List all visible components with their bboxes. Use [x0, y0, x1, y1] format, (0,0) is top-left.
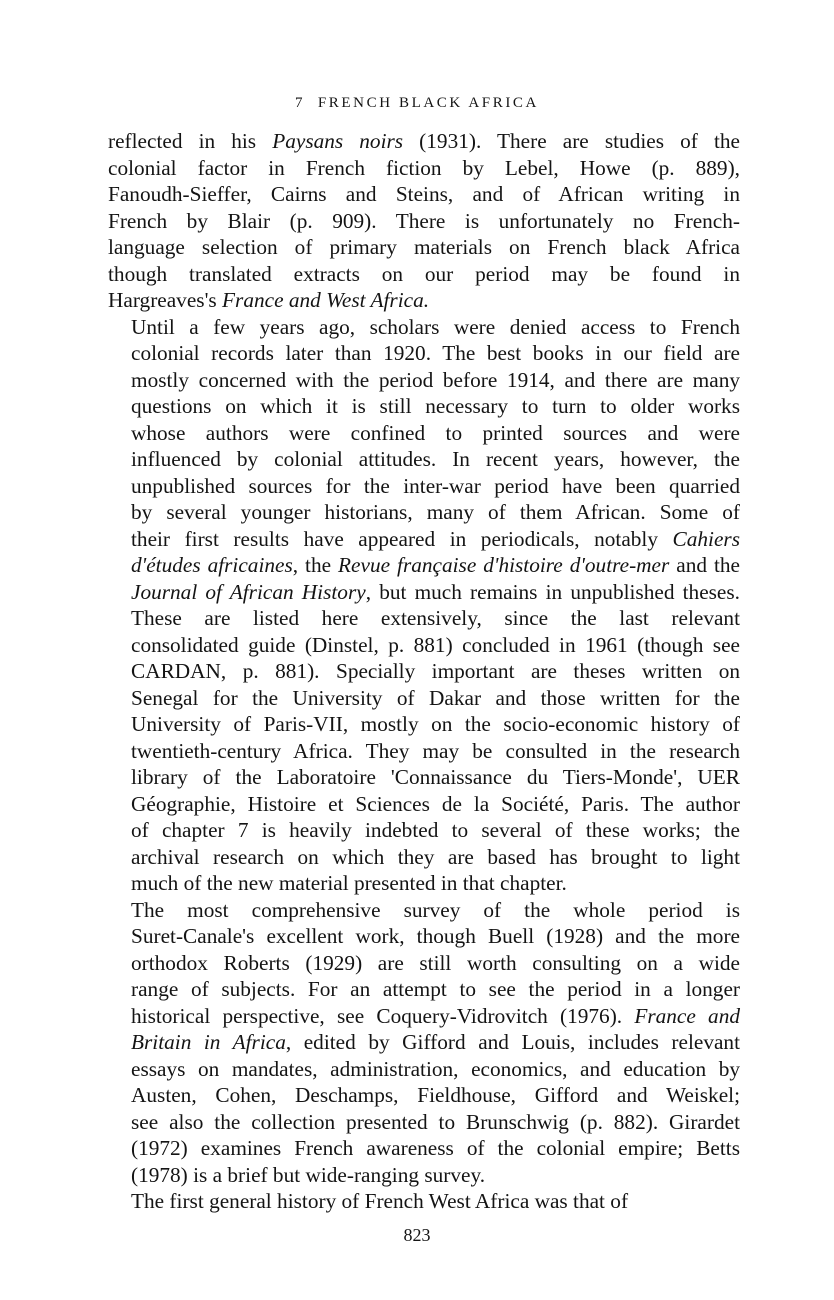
- text-run: Until a few years ago, scholars were denied access to French: [131, 314, 740, 339]
- text-run: Géographie, Histoire et Sciences de la Société, Paris. The author: [131, 791, 740, 816]
- text-line: [108, 1029, 740, 1056]
- text-run: consolidated guide (Dinstel, p. 881) concluded in 1961 (though see: [131, 632, 740, 657]
- text-line: [108, 473, 740, 500]
- text-line: [108, 367, 740, 394]
- text-run: orthodox Roberts (1929) are still worth consulting on a wide: [131, 950, 740, 975]
- text-line: [108, 685, 740, 712]
- text-run: by several younger historians, many of them African. Some of: [131, 500, 740, 524]
- text-run: These are listed here extensively, since the last relevant: [131, 606, 740, 630]
- paragraph: [108, 897, 740, 1189]
- text-line: [108, 1109, 740, 1136]
- text-line: [108, 764, 740, 791]
- text-run: library of the Laboratoire 'Connaissance du Tiers-Monde', UER: [131, 765, 740, 789]
- text-line: [108, 420, 740, 447]
- text-line: [108, 155, 740, 182]
- text-line: [108, 1162, 740, 1189]
- paragraph: [108, 128, 740, 314]
- text-run: , the: [292, 553, 339, 577]
- text-line: [108, 658, 740, 685]
- text-run: mostly concerned with the period before 1914, and there are many: [131, 367, 740, 392]
- text-run: Fanoudh-Sieffer, Cairns and Steins, and of African writing in: [108, 182, 740, 206]
- text-run: though translated extracts on our period may be found in: [108, 261, 740, 286]
- text-line: [108, 1003, 740, 1030]
- italic-title: Journal of African History: [131, 579, 366, 604]
- italic-title: Revue française d'histoire d'outre-mer: [338, 553, 670, 577]
- text-run: French by Blair (p. 909). There is unfortunately no French-: [108, 208, 740, 233]
- text-line: [108, 976, 740, 1003]
- text-run: and the: [669, 553, 740, 577]
- text-line: [108, 632, 740, 659]
- text-run: range of subjects. For an attempt to see the period in a longer: [131, 977, 740, 1001]
- italic-title: France and West Africa.: [222, 288, 430, 312]
- text-run: twentieth-century Africa. They may be consulted in the research: [131, 738, 740, 763]
- italic-title: d'études africaines: [131, 553, 293, 577]
- text-run: much of the new material presented in that chapter.: [131, 871, 567, 895]
- text-run: colonial records later than 1920. The best books in our field are: [131, 341, 740, 365]
- text-run: colonial factor in French fiction by Lebel, Howe (p. 889),: [108, 155, 740, 180]
- running-title: FRENCH BLACK AFRICA: [317, 95, 539, 111]
- text-run: The most comprehensive survey of the whole period is: [131, 897, 740, 922]
- text-run: , edited by Gifford and Louis, includes relevant: [285, 1030, 740, 1054]
- text-run: archival research on which they are based has brought to light: [131, 844, 740, 869]
- running-header: [0, 92, 834, 114]
- text-run: of chapter 7 is heavily indebted to several of these works; the: [131, 818, 740, 842]
- paragraph: [108, 1188, 740, 1215]
- paragraph: [108, 314, 740, 897]
- text-line: [108, 552, 740, 579]
- text-run: Austen, Cohen, Deschamps, Fieldhouse, Gifford and Weiskel;: [131, 1083, 740, 1107]
- text-run: (1972) examines French awareness of the colonial empire; Betts: [131, 1136, 740, 1160]
- text-line: [108, 181, 740, 208]
- text-line: [108, 579, 740, 606]
- text-line: [108, 817, 740, 844]
- chapter-number: 7: [295, 95, 306, 111]
- text-line: [108, 1188, 740, 1215]
- text-run: CARDAN, p. 881). Specially important are theses written on: [131, 659, 740, 683]
- text-run: essays on mandates, administration, economics, and education by: [131, 1056, 740, 1081]
- text-line: [108, 711, 740, 738]
- italic-title: Paysans noirs: [272, 129, 404, 153]
- italic-title: France and: [634, 1003, 740, 1028]
- text-line: [108, 738, 740, 765]
- text-line: [108, 1056, 740, 1083]
- text-run: University of Paris-VII, mostly on the socio-economic history of: [131, 712, 740, 736]
- text-line: [108, 393, 740, 420]
- text-run: (1978) is a brief but wide-ranging survey.: [131, 1162, 486, 1187]
- italic-title: Britain in Africa: [131, 1030, 286, 1054]
- text-run: whose authors were confined to printed sources and were: [131, 420, 740, 445]
- text-line: [108, 499, 740, 526]
- text-line: [108, 446, 740, 473]
- text-line: [108, 234, 740, 261]
- text-run: reflected in his: [108, 129, 273, 153]
- text-line: [108, 208, 740, 235]
- text-line: [108, 897, 740, 924]
- text-run: Senegal for the University of Dakar and those written for the: [131, 685, 740, 710]
- text-line: [108, 791, 740, 818]
- body-text: [108, 128, 740, 1215]
- text-run: Suret-Canale's excellent work, though Buell (1928) and the more: [131, 924, 740, 948]
- text-run: , but much remains in unpublished theses.: [365, 579, 740, 604]
- text-line: [108, 526, 740, 553]
- text-line: [108, 314, 740, 341]
- text-line: [108, 923, 740, 950]
- page-number: 823: [403, 1225, 431, 1245]
- text-run: unpublished sources for the inter-war period have been quarried: [131, 473, 740, 498]
- text-line: [108, 950, 740, 977]
- text-run: historical perspective, see Coquery-Vidrovitch (1976).: [131, 1003, 635, 1028]
- text-run: Hargreaves's: [108, 288, 223, 312]
- text-run: questions on which it is still necessary to turn to older works: [131, 394, 740, 418]
- text-line: [108, 1135, 740, 1162]
- text-run: their first results have appeared in periodicals, notably: [131, 526, 673, 551]
- text-run: see also the collection presented to Brunschwig (p. 882). Girardet: [131, 1109, 740, 1134]
- text-line: [108, 605, 740, 632]
- text-line: [108, 287, 740, 314]
- text-run: influenced by colonial attitudes. In recent years, however, the: [131, 447, 740, 471]
- text-run: language selection of primary materials on French black Africa: [108, 235, 740, 259]
- text-line: [108, 261, 740, 288]
- text-line: [108, 340, 740, 367]
- text-line: [108, 128, 740, 155]
- text-line: [108, 870, 740, 897]
- text-run: (1931). There are studies of the: [403, 129, 740, 153]
- italic-title: Cahiers: [672, 526, 740, 551]
- text-line: [108, 844, 740, 871]
- text-line: [108, 1082, 740, 1109]
- text-run: The first general history of French West Africa was that of: [131, 1189, 629, 1213]
